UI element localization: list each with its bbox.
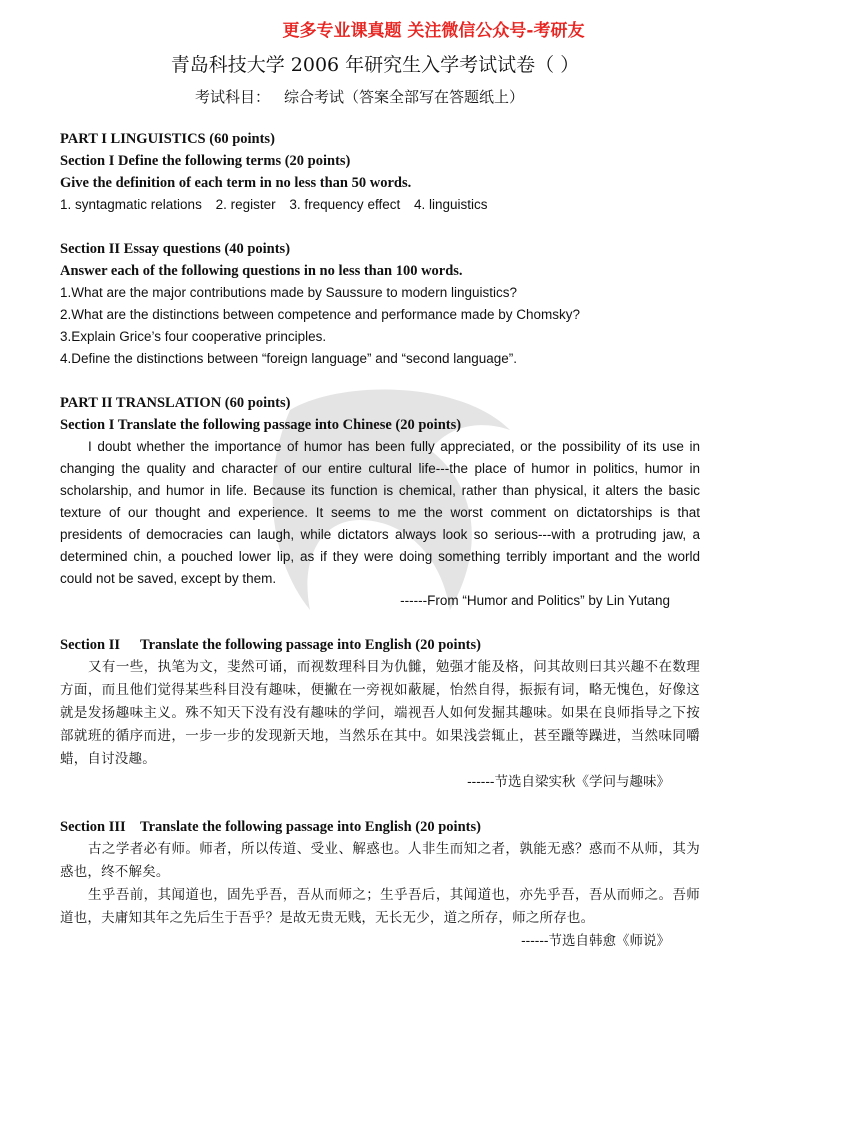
subject-label: 考试科目： [195,88,271,106]
part1-section2-instruction: Answer each of the following questions in no less than 100 words. [60,263,463,279]
question-item: 3.Explain Grice’s four cooperative principles. [60,329,327,344]
term-item: 2. register [215,197,276,212]
section-title: Translate the following passage into English (20 points) [140,819,481,835]
chinese-passage: 又有一些，执笔为文，斐然可诵，而视数理科目为仇雠，勉强才能及格，问其故则曰其兴趣不在数理方面，而且他们觉得某些科目没有趣味，便撇在一旁视如蔽屣，怡然自得，振振有词，略无愧色，好像这就是发扬趣味主义。殊不知天下没有没有趣味的学问，端视吾人如何发掘其趣味。如果在良师指导之下按部就班的循序而进，一步一步的发现新天地，当然乐在其中。如果浅尝辄止，甚至躐等躁进，当然味同嚼蜡，自讨没趣。 [60,659,700,767]
question-item: 2.What are the distinctions between competence and performance made by Chomsky? [60,307,581,322]
part1-section1-instruction: Give the definition of each term in no less than 50 words. [60,175,412,191]
english-passage-source: ------From “Humor and Politics” by Lin Yutang [400,593,670,608]
english-passage: I doubt whether the importance of humor has been fully appreciated, or the possibility of its use in changing the quality and character of our entire cultural life---the place of humor in politics, humor in scholarship, and humor in life. Because its function is chemical, rather than physical, it alters the basic texture of our thought and experience. It seems to me the worst comment on dictatorships is that presidents of democracies can laugh, while dictators always look so serious---with a protruding jaw, a determined chin, a pouched lower lip, as if they were doing something terribly important and the world could not be saved, except by them. [60,439,700,586]
exam-content [60,128,700,953]
term-item: 1. syntagmatic relations [60,197,202,212]
part1-section1-heading: Section I Define the following terms (20 points) [60,153,351,169]
part2-heading: PART II TRANSLATION (60 points) [60,395,291,411]
question-item: 4.Define the distinctions between “foreign language” and “second language”. [60,351,518,366]
terms-list [60,194,700,216]
section-title: Translate the following passage into English (20 points) [140,637,481,653]
part2-section2-heading [60,634,700,656]
part1-section2-heading: Section II Essay questions (40 points) [60,241,291,257]
chinese-passage-source: ------节选自梁实秋《学问与趣味》 [467,774,670,790]
classical-paragraph: 生乎吾前，其闻道也，固先乎吾，吾从而师之；生乎吾后，其闻道也，亦先乎吾，吾从而师之。吾师道也，夫庸知其年之先后生于吾乎？是故无贵无贱，无长无少，道之所存，师之所存也。 [60,887,700,926]
promo-banner: 更多专业课真题 关注微信公众号-考研友 [282,21,585,41]
classical-passage-source: ------节选自韩愈《师说》 [521,933,670,949]
question-item: 1.What are the major contributions made by Saussure to modern linguistics? [60,285,517,300]
section-label: Section II [60,637,121,653]
part2-section3-heading [60,816,700,838]
section-label: Section III [60,819,126,835]
term-item: 3. frequency effect [289,197,401,212]
term-item: 4. linguistics [413,197,488,212]
exam-subject [195,86,524,107]
part2-section1-heading: Section I Translate the following passage into Chinese (20 points) [60,417,462,433]
part1-heading: PART I LINGUISTICS (60 points) [60,131,275,147]
classical-paragraph: 古之学者必有师。师者，所以传道、受业、解惑也。人非生而知之者，孰能无惑？惑而不从师，其为惑也，终不解矣。 [60,841,700,880]
subject-value: 综合考试（答案全部写在答题纸上） [284,88,525,106]
exam-title: 青岛科技大学 2006 年研究生入学考试试卷（ ） [170,54,580,76]
